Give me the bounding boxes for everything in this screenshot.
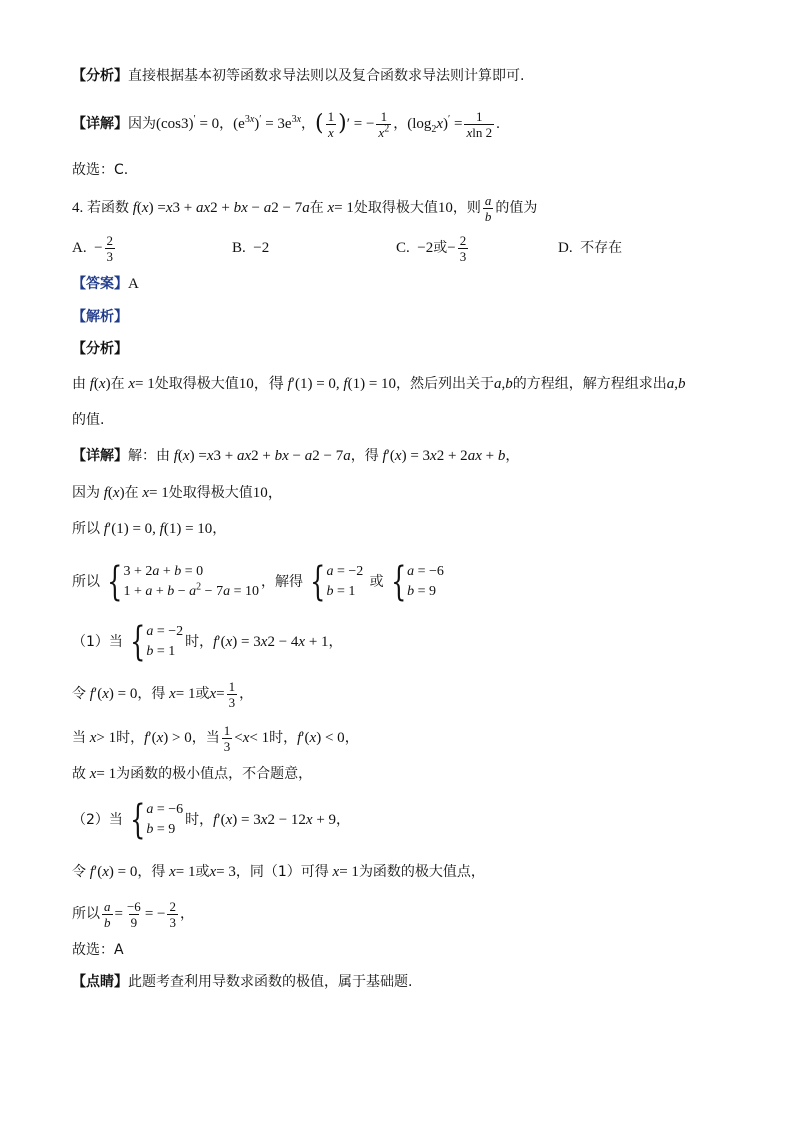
answer-value: A [128, 276, 139, 292]
detail-tag-q4: 【详解】 [72, 448, 128, 464]
jiexi-tag: 【解析】 [72, 309, 128, 325]
answer-line-q3 [72, 160, 128, 180]
fenxi-tag: 【分析】 [72, 341, 128, 357]
option-d[interactable]: D. 不存在 [558, 240, 623, 256]
dianjing-text: 此题考查利用导数求函数的极值，属于基础题. [128, 974, 413, 990]
detail-tag: 【详解】 [72, 116, 128, 132]
case2-line: （2）当 { a = −6 b = 9 时， f ′( x ) = 3 x 2 − 12 x + 9 ， [72, 797, 351, 843]
option-c[interactable]: C. −2 或 − $\frac{2}{3}$ [396, 232, 467, 264]
analysis-line-q3 [72, 66, 524, 86]
solution-system-2: { a = −6 b = 9 [390, 559, 444, 605]
detail-formula-q3: 因为 (cos3)′ = 0 ， $(e^{3x})' = 3e^{3x}$ ， ( $\frac{1}{x}$ ) ′ = − $\frac{1}{x^2}$ ， $(\log_2x)'$ = $\frac{1}{xln 2}$ . [128, 108, 500, 140]
dianjing-tag: 【点睛】 [72, 974, 128, 990]
case2-system: { a = −6 b = 9 [130, 797, 184, 843]
dianjing-line [72, 972, 412, 992]
fenxi-line [72, 339, 128, 359]
case1-system: { a = −2 b = 1 [130, 619, 184, 665]
answer-tag: 【答案】 [72, 276, 128, 292]
case1-roots-line: 令 f ′( x ) = 0 ，得 x = 1 或 x = $\frac{1}{3}$ ， [72, 678, 254, 710]
case1-line: （1）当 { a = −2 b = 1 时， f ′( x ) = 3 x 2 − 4 x + 1 ， [72, 619, 343, 665]
detail-line4-q4: 所以 { 3 + 2a + b = 0 $1 + a + b - a^2 - 7a = 10$ ，解得 { a = −2 b = 1 或 { a = −6 b = 9 [72, 559, 444, 605]
answer-line-q4 [72, 274, 139, 294]
case2-roots-line: 令 f ′( x ) = 0 ，得 x = 1 或 x = 3 ，同（1）可得 x = 1 为函数的极大值点， [72, 864, 485, 880]
detail-line2-q4: 因为 f ( x ) 在 x = 1 处取得极大值 10， [72, 485, 283, 501]
option-a[interactable]: A. − $\frac{2}{3}$ [72, 232, 114, 264]
answer-line-final [72, 940, 124, 960]
answer-final-text: 故选：A [72, 942, 124, 958]
detail-line-q3 [72, 104, 500, 144]
option-b[interactable]: B. −2 [232, 240, 270, 256]
jiexi-line [72, 307, 128, 327]
answer-text-q3: 故选：C. [72, 162, 129, 178]
fenxi-line2-text: 的值. [72, 412, 105, 428]
result-line: 所以 $\frac{a}{b}$ = $\frac{-6}{9}$ = − $\frac{2}{3}$ ， [72, 898, 194, 930]
fenxi-text-line1: 由 f ( x ) 在 x = 1 处取得极大值 10，得 f ′(1) = 0, f (1) = 10 ，然后列出关于 a , b 的方程组，解方程组求出 a , b [72, 376, 686, 392]
question-4-stem: 4. 若函数 f ( x ) = x 3 + ax 2 + bx − a 2 − 7 a 在 x = 1 处取得极大值 10 ，则 $\frac{a}{b}$ 的值为 [72, 192, 538, 224]
detail-line3-q4: 所以 f ′(1) = 0, f (1) = 10 ， [72, 521, 227, 537]
case1-conclusion-line: 故 x = 1 为函数的极小值点，不合题意， [72, 766, 313, 782]
case1-sign-line: 当 x > 1 时， f ′( x ) > 0 ，当 $\frac{1}{3}$ < x < 1 时， f ′( x ) < 0 ， [72, 722, 359, 754]
analysis-text: 直接根据基本初等函数求导法则以及复合函数求导法则计算即可. [128, 68, 525, 84]
equation-system: { 3 + 2a + b = 0 $1 + a + b - a^2 - 7a = 10$ [107, 559, 259, 605]
solution-system-1: { a = −2 b = 1 [310, 559, 364, 605]
analysis-tag: 【分析】 [72, 68, 128, 84]
fenxi-text-line2 [72, 410, 104, 430]
detail-line1-q4: 【详解】 解：由 f ( x ) = x 3 + ax 2 + bx − a 2 − 7 a ，得 f ′( x ) = 3 x 2 + 2 ax + b ， [72, 448, 520, 464]
